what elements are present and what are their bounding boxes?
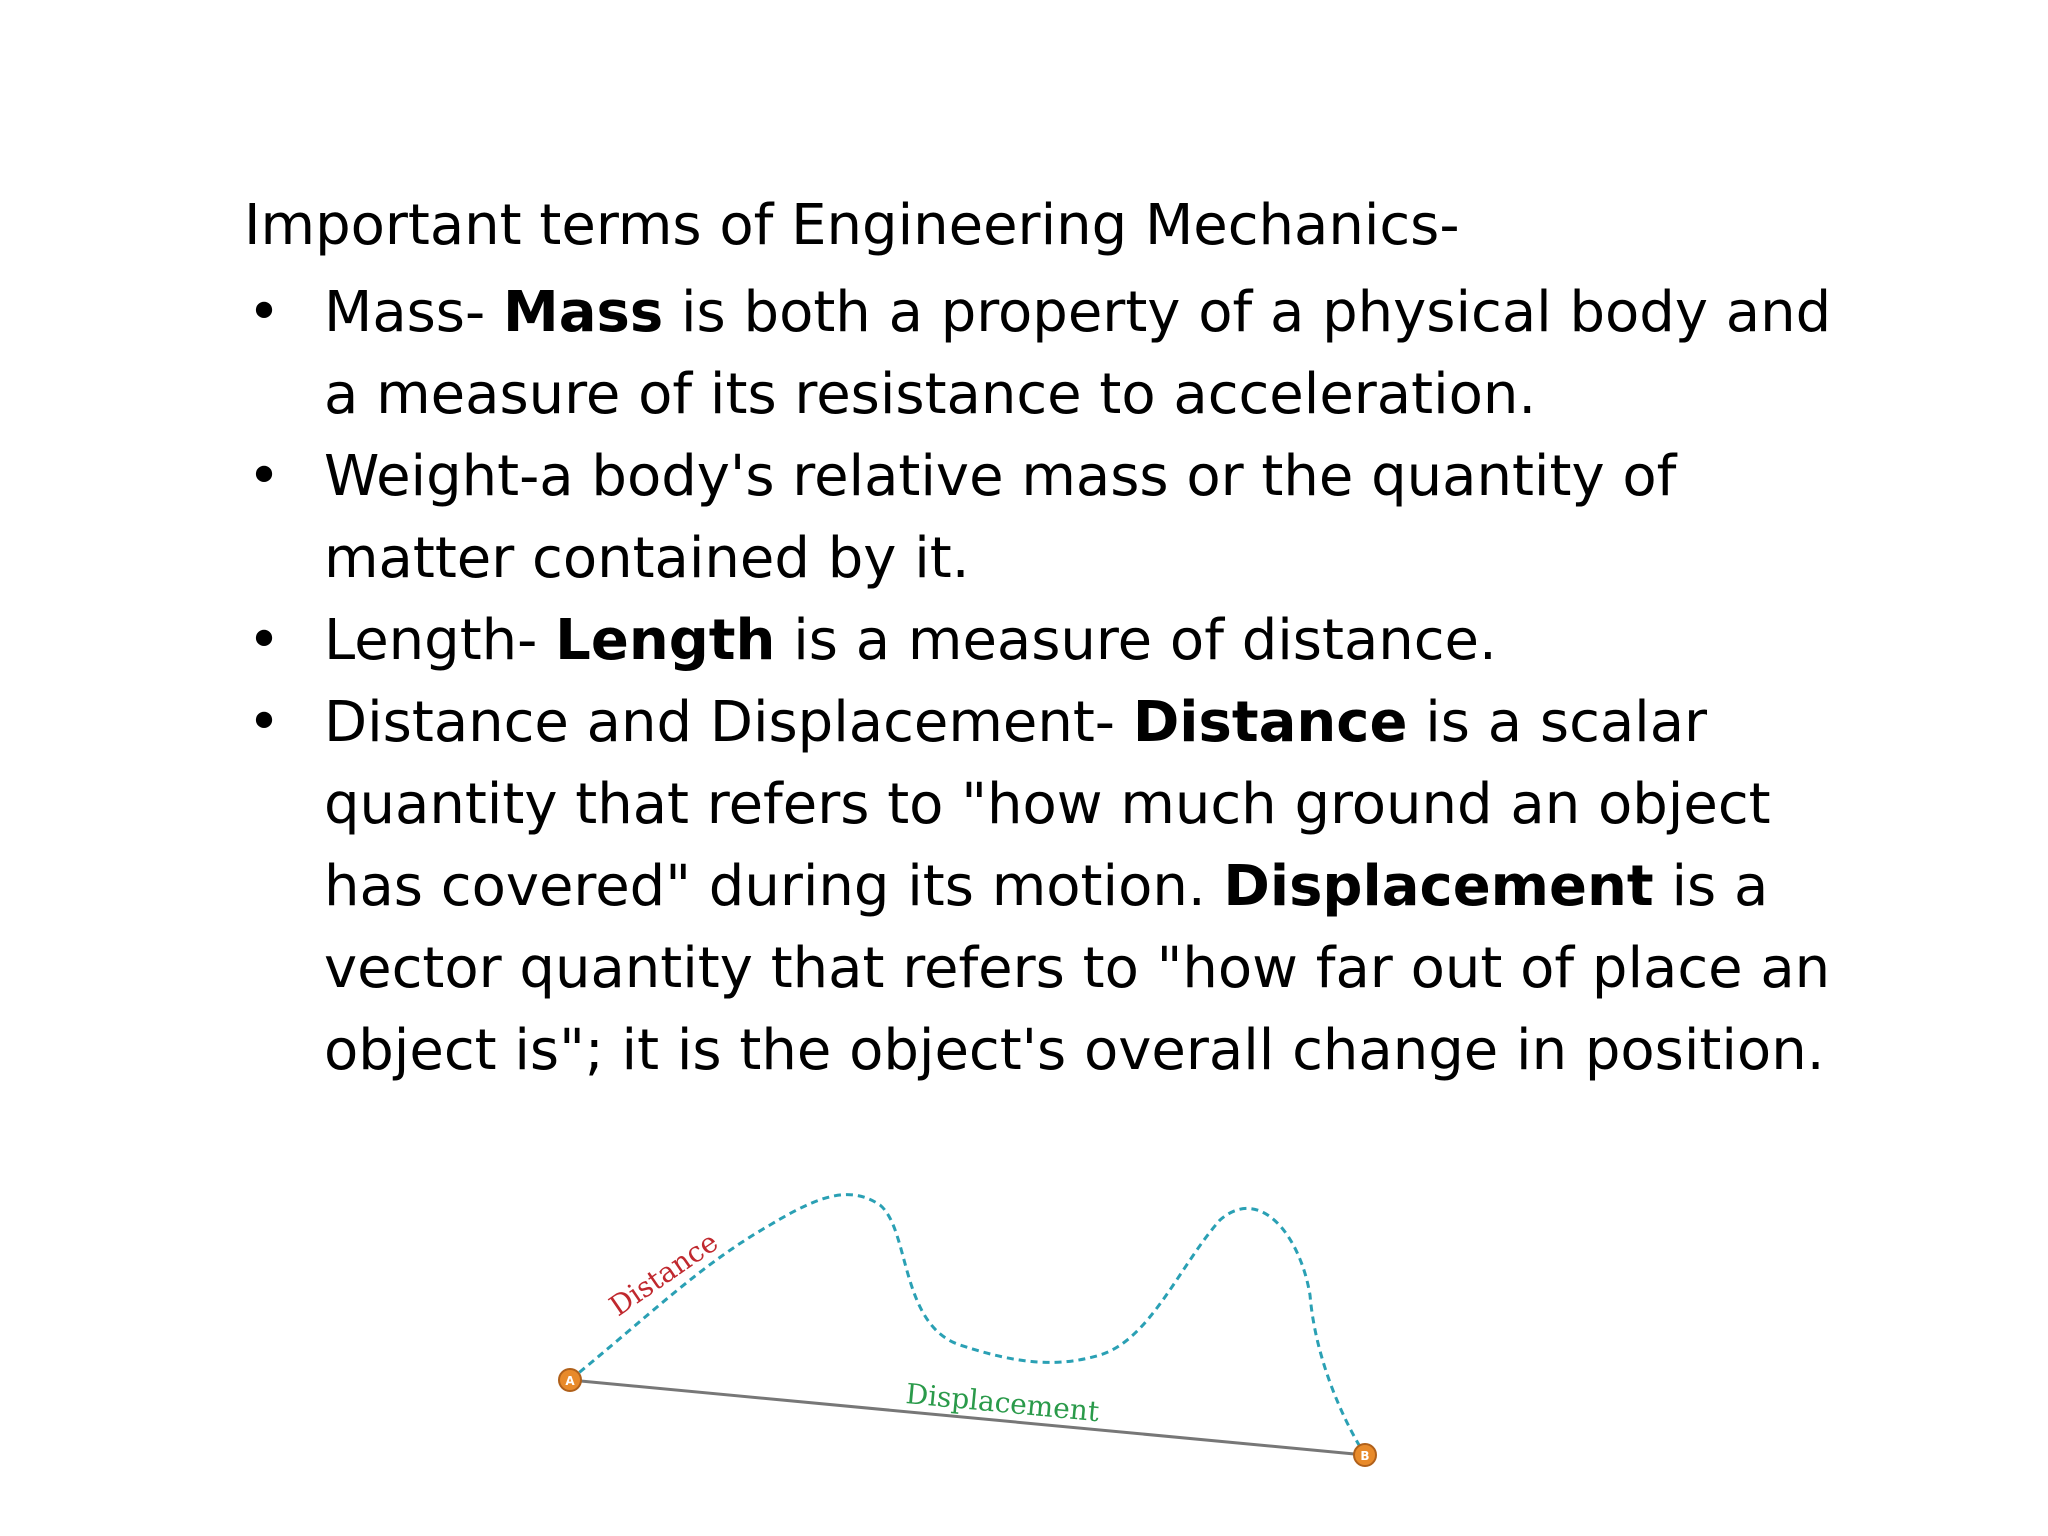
bullet-mass (244, 272, 1844, 436)
bullet-dot: • (247, 280, 281, 345)
bullet-line: Weight-a body's relative mass or the quantity of (324, 444, 1677, 509)
bullet-weight (244, 436, 1844, 600)
distance-displacement-diagram (540, 1175, 1420, 1495)
term-rest: is a (1653, 854, 1769, 919)
term-bold: Displacement (1223, 854, 1654, 919)
bullet-list (244, 272, 1844, 1092)
term-bold: Length (555, 608, 776, 673)
bullet-distance-displacement (244, 682, 1844, 1092)
term-bold: Mass (503, 280, 664, 345)
bullet-line: matter contained by it. (324, 526, 970, 591)
bullet-line: quantity that refers to "how much ground an object (324, 772, 1771, 837)
point-b (1354, 1444, 1376, 1466)
point-a-label: A (565, 1374, 575, 1388)
distance-label (603, 1225, 724, 1323)
term-lead: has covered" during its motion. (324, 854, 1224, 919)
bullet-line (324, 600, 1844, 682)
term-rest: is a scalar (1407, 690, 1708, 755)
term-lead: Length- (324, 608, 556, 673)
displacement-label: Displacement (904, 1377, 1101, 1429)
bullet-line (324, 272, 1844, 354)
bullet-line: object is"; it is the object's overall change in position. (324, 1018, 1825, 1083)
bullet-line: vector quantity that refers to "how far out of place an (324, 936, 1831, 1001)
bullet-line (324, 682, 1844, 764)
slide-heading: Important terms of Engineering Mechanics- (244, 193, 1460, 258)
term-bold: Distance (1132, 690, 1408, 755)
bullet-dot: • (247, 444, 281, 509)
point-b-label: B (1360, 1449, 1370, 1463)
term-lead: Distance and Displacement- (324, 690, 1133, 755)
bullet-dot: • (247, 690, 281, 755)
term-rest: is a measure of distance. (775, 608, 1497, 673)
point-a (559, 1369, 581, 1391)
distance-label-text: Distance (603, 1225, 725, 1323)
distance-path (570, 1195, 1365, 1455)
bullet-line (324, 846, 1844, 928)
bullet-dot: • (247, 608, 281, 673)
term-rest: is both a property of a physical body and (663, 280, 1832, 345)
bullet-line: a measure of its resistance to acceleration. (324, 362, 1537, 427)
bullet-length (244, 600, 1844, 682)
term-lead: Mass- (324, 280, 503, 345)
